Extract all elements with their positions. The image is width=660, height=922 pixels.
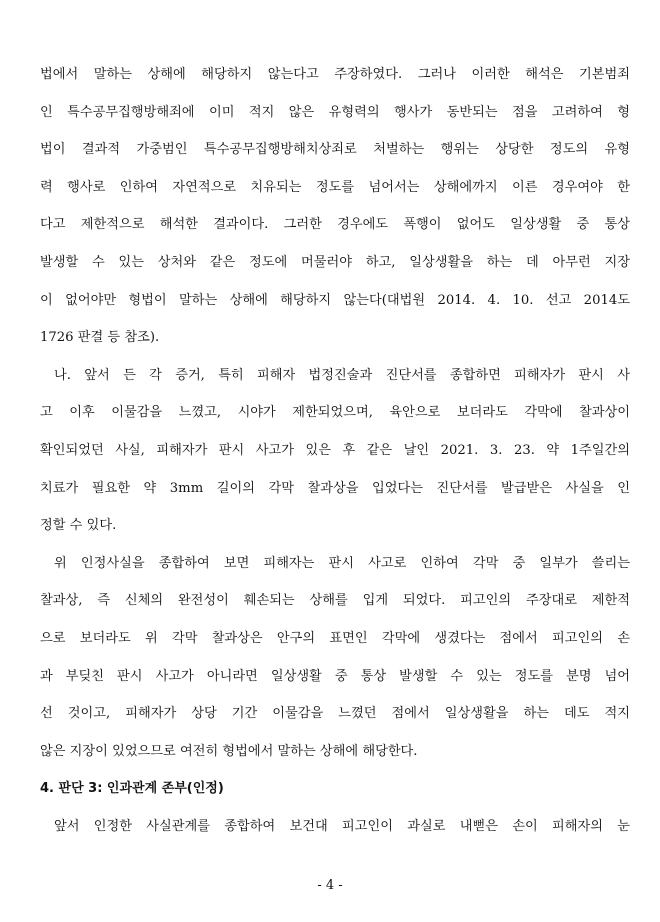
text-line: 다고 제한적으로 해석한 결과이다. 그러한 경우에도 폭행이 없어도 일상생활 중 통상: [40, 217, 630, 233]
page-number: - 4 -: [317, 878, 343, 893]
text-line: 으로 보더라도 위 각막 찰과상은 안구의 표면인 각막에 생겼다는 점에서 피고인의 손: [40, 630, 630, 646]
text-line: 고 이후 이물감을 느꼈고, 시야가 제한되었으며, 육안으로 보더라도 각막에 찰과상이: [40, 405, 630, 421]
text-line: 정할 수 있다.: [40, 518, 117, 534]
text-line: 법이 결과적 가중범인 특수공무집행방해치상죄로 처벌하는 행위는 상당한 정도의 유형: [40, 142, 630, 158]
text-line: 법에서 말하는 상해에 해당하지 않는다고 주장하였다. 그러나 이러한 해석은 기본범죄: [40, 67, 630, 82]
text-line: 이 없어야만 형법이 말하는 상해에 해당하지 않는다(대법원 2014. 4. 10. 선고 2014도: [40, 292, 630, 308]
text-line: 나. 앞서 든 각 증거, 특히 피해자 법정진술과 진단서를 종합하면 피해자가 판시 사: [54, 367, 630, 383]
text-line: 과 부딪친 판시 사고가 아니라면 일상생활 중 통상 발생할 수 있는 정도를 분명 넘어: [40, 668, 630, 684]
section-heading: 4. 판단 3: 인과관계 존부(인정): [40, 781, 224, 797]
text-line: 확인되었던 사실, 피해자가 판시 사고가 있은 후 같은 날인 2021. 3. 23. 약 1주일간의: [40, 442, 630, 458]
text-line: 않은 지장이 있었으므로 여전히 형법에서 말하는 상해에 해당한다.: [40, 743, 418, 759]
text-line: 인 특수공무집행방해죄에 이미 적지 않은 유형력의 행사가 동반되는 점을 고려하여 형: [40, 104, 630, 120]
text-line: 위 인정사실을 종합하여 보면 피해자는 판시 사고로 인하여 각막 중 일부가 쓸리는: [54, 555, 630, 571]
text-line: 치료가 필요한 약 3mm 길이의 각막 찰과상을 입었다는 진단서를 발급받은 사실을 인: [40, 480, 630, 496]
text-line: 앞서 인정한 사실관계를 종합하여 보건대 피고인이 과실로 내뻗은 손이 피해자의 눈: [54, 818, 630, 834]
text-line: 력 행사로 인하여 자연적으로 치유되는 정도를 넘어서는 상해에까지 이른 경우여야 한: [40, 179, 630, 195]
text-line: 1726 판결 등 참조).: [40, 330, 160, 346]
body-text: [40, 56, 630, 845]
text-line: 선 것이고, 피해자가 상당 기간 이물감을 느꼈던 점에서 일상생활을 하는 데도 적지: [40, 706, 630, 722]
text-line: 찰과상, 즉 신체의 완전성이 훼손되는 상해를 입게 되었다. 피고인의 주장대로 제한적: [40, 593, 630, 609]
text-line: 발생할 수 있는 상처와 같은 정도에 머물러야 하고, 일상생활을 하는 데 아무런 지장: [40, 254, 630, 270]
